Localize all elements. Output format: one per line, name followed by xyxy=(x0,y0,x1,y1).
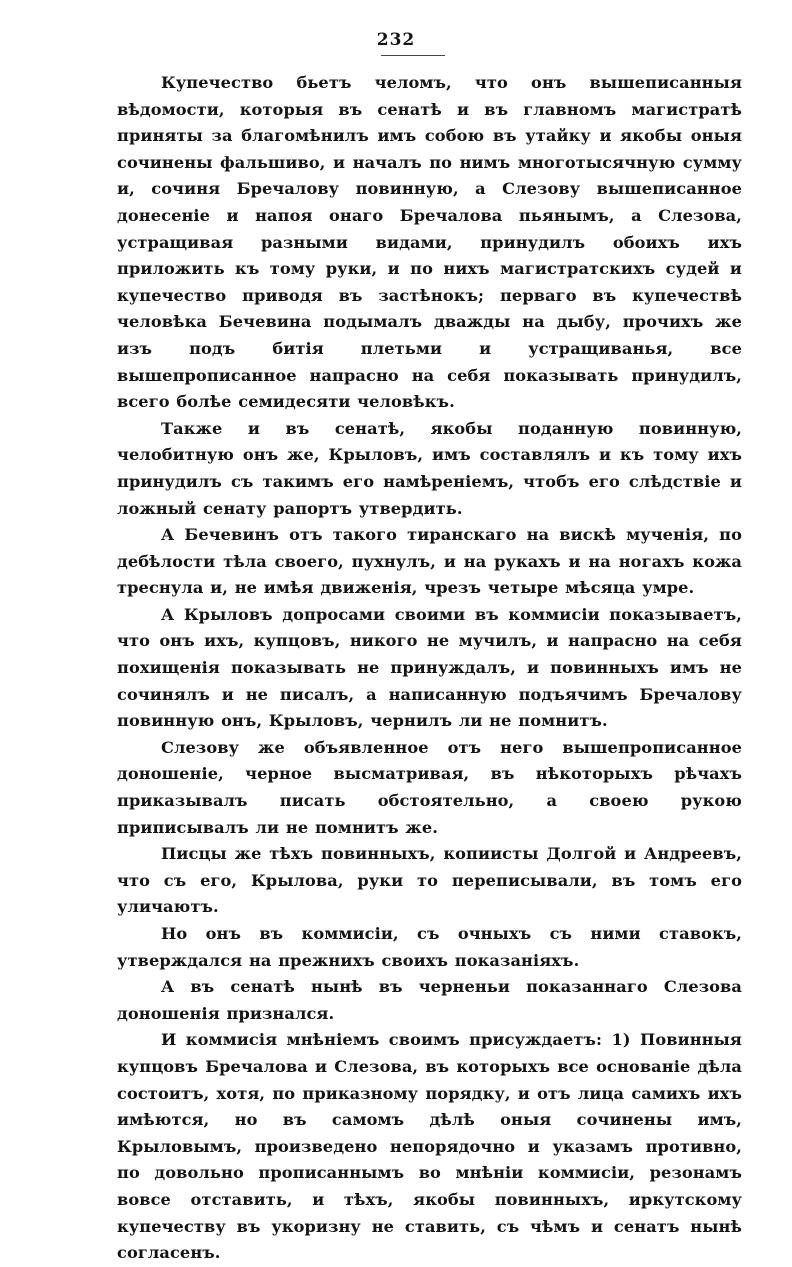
paragraph-5: Слезову же объявленное отъ него вышепрописанное доношеніе, черное высматривая, въ нѣкоторыхъ рѣчахъ приказывалъ писать обстоятельно, а своею рукою приписывалъ ли не помнитъ же. xyxy=(117,737,742,837)
paragraph-2: Также и въ сенатѣ, якобы поданную повинную, челобитную онъ же, Крыловъ, имъ составлялъ и къ тому ихъ принудилъ съ такимъ его намѣреніемъ, чтобъ его слѣдствіе и ложный сенату рапортъ утвердить. xyxy=(117,418,742,518)
paragraph-7: Но онъ въ коммисіи, съ очныхъ съ ними ставокъ, утверждался на прежнихъ своихъ показаніяхъ. xyxy=(117,924,742,970)
paragraph-6: Писцы же тѣхъ повинныхъ, копиисты Долгой и Андреевъ, что съ его, Крылова, руки то переписывали, въ томъ его уличаютъ. xyxy=(117,844,742,917)
paragraph-9: И коммисія мнѣніемъ своимъ присуждаетъ: 1) Повинныя купцовъ Бречалова и Слезова, въ которыхъ все основаніе дѣла состоитъ, хотя, по приказному порядку, и отъ лица самихъ ихъ имѣются, но въ самомъ дѣлѣ оныя сочинены имъ, Крыловымъ, произведено непорядочно и указамъ противно, по довольно прописаннымъ во мнѣніи коммисіи, резонамъ вовсе отставить, и тѣхъ, якобы повинныхъ, иркутскому купечеству въ укоризну не ставить, съ чѣмъ и сенатъ нынѣ согласенъ. xyxy=(117,1030,742,1263)
paragraph-1: Купечество бьетъ челомъ, что онъ вышеписанныя вѣдомости, которыя въ сенатѣ и въ главномъ магистратѣ приняты за благомѣнилъ имъ собою въ утайку и якобы оныя сочинены фальшиво, и началъ по нимъ многотысячную сумму и, сочиня Бречалову повинную, а Слезову вышеписанное донесеніе и напоя онаго Бречалова пьянымъ, а Слезова, устращивая разными видами, принудилъ обоихъ ихъ приложить къ тому руки, и по нихъ магистратскихъ судей и купечество приводя въ застѣнокъ; перваго въ купечествѣ человѣка Бечевина подымалъ дважды на дыбу, прочихъ же изъ подъ битія плетьми и устращиванья, все вышепрописанное напрасно на себя показывать принудилъ, всего болѣе семидесяти человѣкъ. xyxy=(117,73,742,412)
body-text xyxy=(117,70,742,1267)
paragraph-8: А въ сенатѣ нынѣ въ черненьи показаннаго Слезова доношенія признался. xyxy=(117,977,742,1023)
page-number-rule xyxy=(381,55,445,56)
paragraph-4: А Крыловъ допросами своими въ коммисіи показываетъ, что онъ ихъ, купцовъ, никого не мучилъ, и напрасно на себя похищенія показывать не принуждалъ, и повинныхъ имъ не сочинялъ и не писалъ, а написанную подъячимъ Бречалову повинную онъ, Крыловъ, чернилъ ли не помнитъ. xyxy=(117,604,742,731)
paragraph-3: А Бечевинъ отъ такого тиранскаго на вискѣ мученія, по дебѣлости тѣла своего, пухнулъ, и на рукахъ и на ногахъ кожа треснула и, не имѣя движенія, чрезъ четыре мѣсяца умре. xyxy=(117,525,742,598)
page-number: 232 xyxy=(376,30,416,50)
